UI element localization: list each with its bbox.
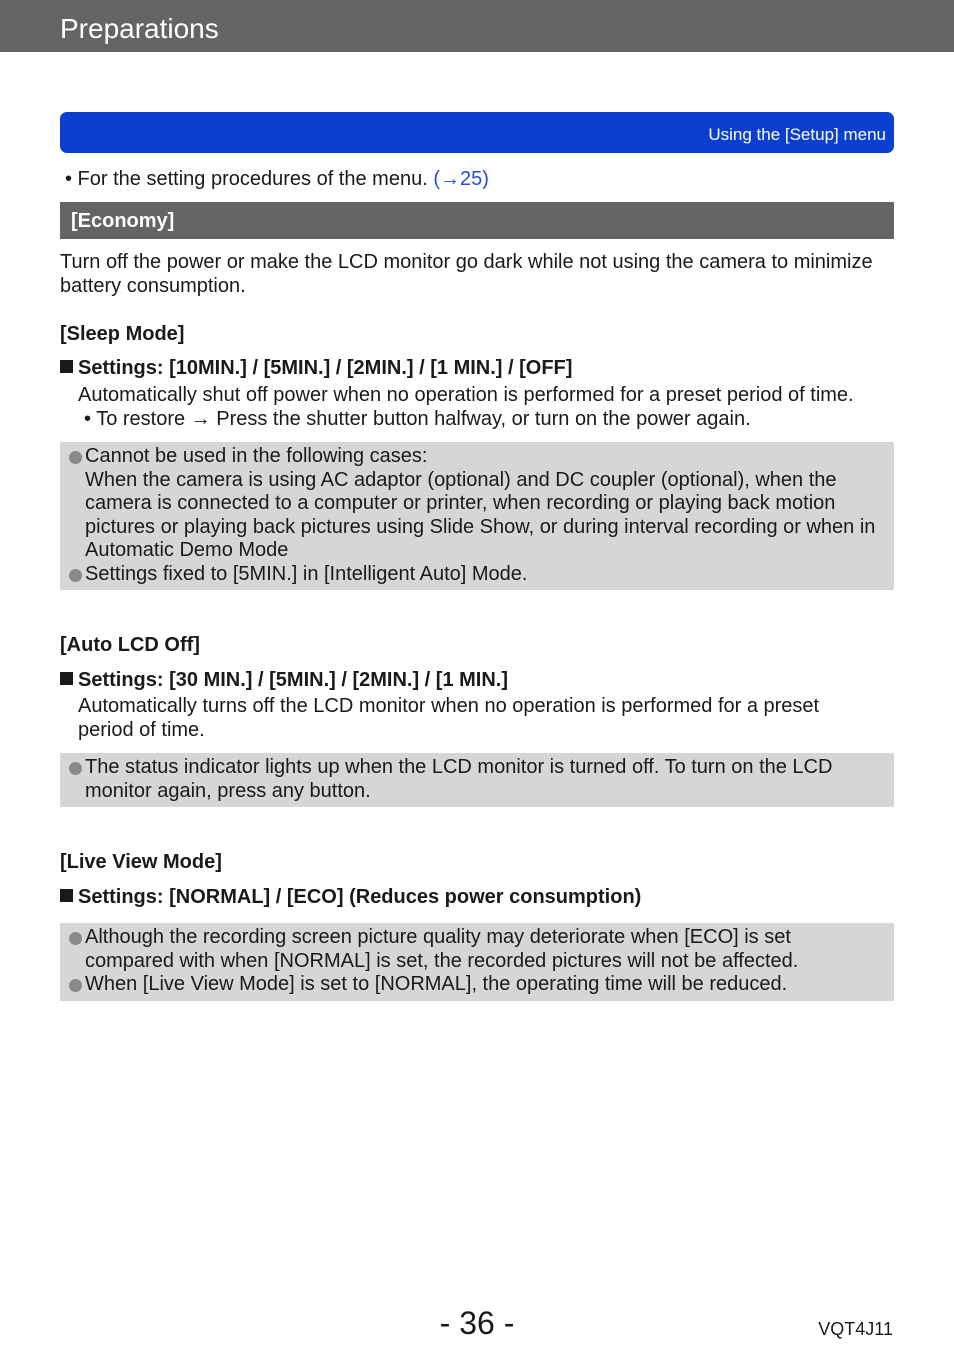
note-text: Settings fixed to [5MIN.] in [Intelligent Auto] Mode.: [85, 562, 528, 585]
auto-lcd-off-description: Automatically turns off the LCD monitor when no operation is performed for a preset period of time.: [78, 695, 820, 741]
document-code: VQT4J11: [818, 1319, 893, 1339]
auto-lcd-off-settings: [60, 668, 508, 692]
sleep-mode-description: Automatically shut off power when no operation is performed for a preset period of time.: [78, 384, 854, 406]
square-bullet-icon: [60, 360, 73, 373]
live-view-mode-settings-text: Settings: [NORMAL] / [ECO] (Reduces power consumption): [78, 886, 642, 908]
sleep-mode-settings: [60, 356, 572, 380]
auto-lcd-off-heading: [Auto LCD Off]: [60, 634, 200, 656]
sleep-mode-settings-text: Settings: [10MIN.] / [5MIN.] / [2MIN.] / [1 MIN.] / [OFF]: [78, 357, 573, 379]
circle-bullet-icon: [69, 979, 82, 992]
circle-bullet-icon: [69, 932, 82, 945]
top-header-bar: [0, 0, 954, 52]
circle-bullet-icon: [69, 451, 82, 464]
circle-bullet-icon: [69, 569, 82, 582]
live-view-mode-note-box: [60, 923, 894, 1001]
note-item: [68, 973, 884, 997]
reference-line: [65, 167, 489, 191]
sleep-mode-heading: [Sleep Mode]: [60, 323, 185, 345]
note-item: [68, 563, 884, 587]
section-header: [60, 202, 894, 239]
square-bullet-icon: [60, 889, 73, 902]
page-reference-link[interactable]: (→25): [433, 168, 489, 190]
sleep-mode-note-box: [60, 442, 894, 590]
note-text: Cannot be used in the following cases: When the camera is using AC adaptor (optional) and DC coupler (optional), when the camera is connected to a computer or printer, when recording or playing back motion pictures or playing back pictures using Slide Show, or during interval recording or when in Automatic Demo Mode: [85, 445, 876, 562]
auto-lcd-off-settings-text: Settings: [30 MIN.] / [5MIN.] / [2MIN.] / [1 MIN.]: [78, 669, 508, 691]
live-view-mode-heading: [Live View Mode]: [60, 851, 222, 873]
note-item: [68, 445, 884, 563]
note-text: When [Live View Mode] is set to [NORMAL], the operating time will be reduced.: [85, 973, 788, 996]
section-intro: Turn off the power or make the LCD monitor go dark while not using the camera to minimize battery consumption.: [60, 251, 873, 297]
note-text: Although the recording screen picture quality may deteriorate when [ECO] is set compared with when [NORMAL] is set, the recorded pictures will not be affected.: [85, 926, 799, 972]
auto-lcd-off-note-box: [60, 753, 894, 807]
chapter-title: Preparations: [60, 13, 219, 44]
note-item: [68, 756, 884, 803]
breadcrumb: Using the [Setup] menu: [708, 125, 886, 144]
menu-breadcrumb-bar: [60, 112, 894, 153]
circle-bullet-icon: [69, 762, 82, 775]
square-bullet-icon: [60, 672, 73, 685]
live-view-mode-settings: [60, 885, 641, 909]
sleep-mode-restore: • To restore → Press the shutter button halfway, or turn on the power again.: [84, 408, 751, 430]
note-text: The status indicator lights up when the LCD monitor is turned off. To turn on the LCD monitor again, press any button.: [85, 756, 833, 802]
section-title: [Economy]: [71, 210, 175, 232]
page-number: - 36 -: [439, 1305, 515, 1341]
note-item: [68, 926, 884, 973]
reference-text: • For the setting procedures of the menu.: [65, 168, 434, 190]
